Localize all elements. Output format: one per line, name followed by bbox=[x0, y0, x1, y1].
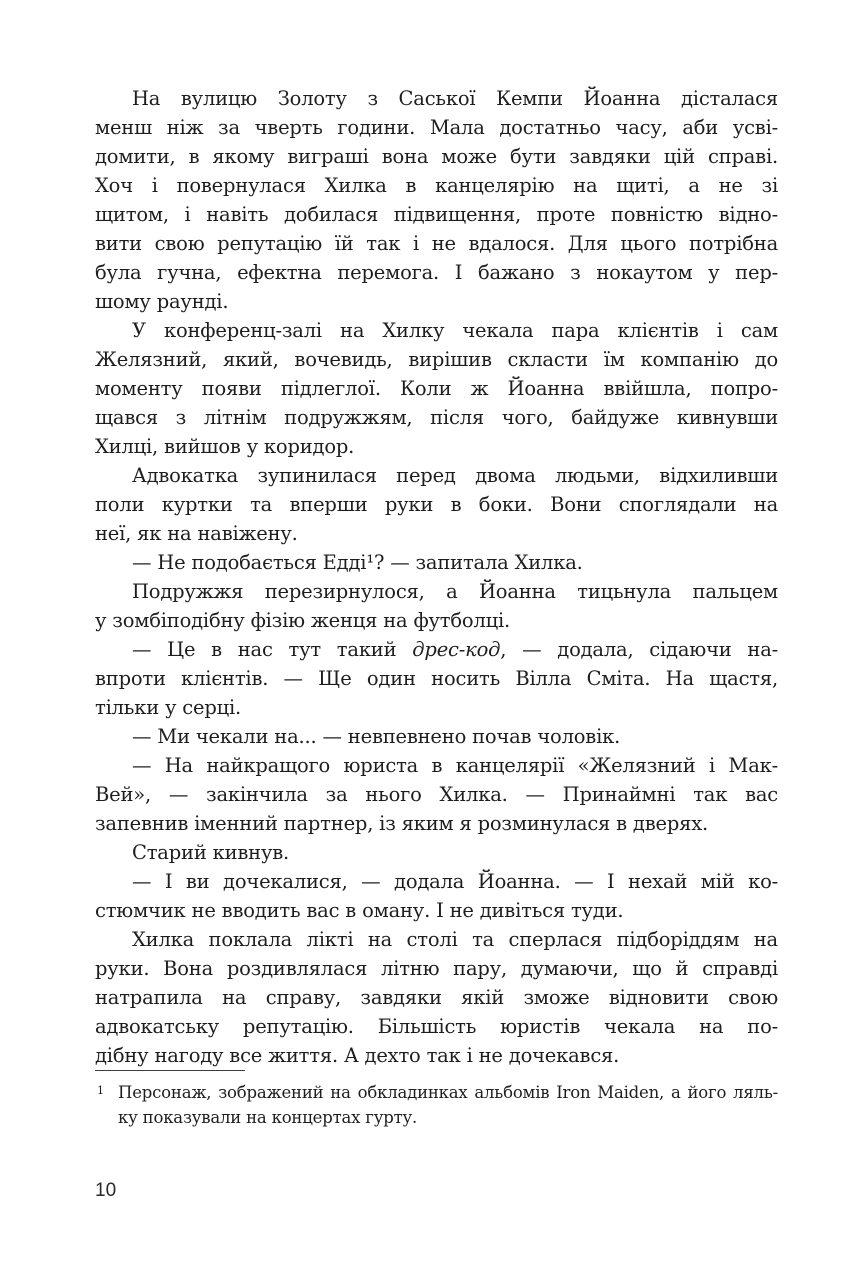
text-segment: адвокатську репутацію. Більшість юристів чекала на по- bbox=[95, 1015, 778, 1038]
page-number: 10 bbox=[95, 1180, 117, 1201]
text-line bbox=[95, 200, 778, 229]
footnote-marker: 1 bbox=[97, 1084, 104, 1097]
text-line bbox=[95, 838, 778, 867]
footnote-line bbox=[118, 1105, 778, 1130]
text-line bbox=[95, 954, 778, 983]
text-line bbox=[95, 925, 778, 954]
text-line bbox=[95, 229, 778, 258]
footnote-line bbox=[118, 1080, 778, 1105]
text-line bbox=[95, 867, 778, 896]
text-line bbox=[95, 983, 778, 1012]
text-line bbox=[95, 635, 778, 664]
text-line bbox=[95, 722, 778, 751]
text-segment: поли куртки та вперши руки в боки. Вони споглядали на bbox=[95, 493, 778, 516]
text-segment: Хилка поклала лікті на столі та сперлася підборіддям на bbox=[132, 928, 778, 951]
text-segment: шому раунді. bbox=[95, 290, 229, 313]
text-line bbox=[95, 577, 778, 606]
text-line bbox=[95, 258, 778, 287]
text-line bbox=[95, 1012, 778, 1041]
text-segment: неї, як на навіжену. bbox=[95, 522, 298, 545]
footnote-text bbox=[95, 1080, 778, 1130]
text-segment: — Не подобається Едді¹? — запитала Хилка. bbox=[132, 551, 583, 574]
text-segment: — Це в нас тут такий bbox=[132, 638, 413, 661]
text-line bbox=[95, 316, 778, 345]
text-segment: Персонаж, зображений на обкладинках альбомів Iron Maiden, а його ляль- bbox=[118, 1083, 778, 1102]
text-line bbox=[95, 403, 778, 432]
text-segment: вити свою репутацію їй так і не вдалося. Для цього потрібна bbox=[95, 232, 778, 255]
footnote-separator bbox=[95, 1070, 245, 1071]
text-line bbox=[95, 461, 778, 490]
text-line bbox=[95, 1041, 778, 1070]
text-segment: ку показували на концертах гурту. bbox=[118, 1108, 418, 1127]
text-line bbox=[95, 606, 778, 635]
text-line bbox=[95, 142, 778, 171]
text-line bbox=[95, 693, 778, 722]
text-segment: — На найкращого юриста в канцелярії «Желязний і Мак- bbox=[132, 754, 778, 777]
text-line bbox=[95, 519, 778, 548]
text-line bbox=[95, 345, 778, 374]
text-segment: У конференц-залі на Хилку чекала пара клієнтів і сам bbox=[132, 319, 778, 342]
text-segment: щитом, і навіть добилася підвищення, проте повністю відно- bbox=[95, 203, 778, 226]
text-line bbox=[95, 780, 778, 809]
text-segment: Вей», — закінчила за нього Хилка. — Принаймні так вас bbox=[95, 783, 778, 806]
text-segment: — І ви дочекалися, — додала Йоанна. — І нехай мій ко- bbox=[132, 870, 778, 893]
text-segment: тільки у серці. bbox=[95, 696, 242, 719]
text-segment: впроти клієнтів. — Ще один носить Вілла Сміта. На щастя, bbox=[95, 667, 778, 690]
text-segment: стюмчик не вводить вас в оману. І не дивіться туди. bbox=[95, 899, 624, 922]
text-line bbox=[95, 490, 778, 519]
text-segment: Хилці, вийшов у коридор. bbox=[95, 435, 355, 458]
text-segment: руки. Вона роздивлялася літню пару, думаючи, що й справді bbox=[95, 957, 778, 980]
italic-text: дрес-код bbox=[412, 638, 501, 661]
text-segment: Адвокатка зупинилася перед двома людьми, відхиливши bbox=[132, 464, 778, 487]
footnote bbox=[95, 1070, 778, 1130]
text-line bbox=[95, 809, 778, 838]
text-segment: Старий кивнув. bbox=[132, 841, 290, 864]
text-segment: дібну нагоду все життя. А дехто так і не дочекався. bbox=[95, 1044, 620, 1067]
text-line bbox=[95, 171, 778, 200]
text-line bbox=[95, 664, 778, 693]
text-line bbox=[95, 84, 778, 113]
text-segment: , — додала, сідаючи на- bbox=[500, 638, 779, 661]
text-segment: На вулицю Золоту з Саської Кемпи Йоанна дісталася bbox=[132, 87, 778, 110]
body-text bbox=[95, 84, 778, 1070]
text-segment: запевнив іменний партнер, із яким я розминулася в дверях. bbox=[95, 812, 709, 835]
text-line bbox=[95, 113, 778, 142]
text-segment: — Ми чекали на... — невпевнено почав чоловік. bbox=[132, 725, 621, 748]
text-line bbox=[95, 432, 778, 461]
text-segment: щався з літнім подружжям, після чого, байдуже кивнувши bbox=[95, 406, 778, 429]
text-line bbox=[95, 287, 778, 316]
text-segment: була гучна, ефектна перемога. І бажано з нокаутом у пер- bbox=[95, 261, 778, 284]
text-line bbox=[95, 896, 778, 925]
text-line bbox=[95, 548, 778, 577]
text-segment: домити, в якому виграші вона може бути завдяки цій справі. bbox=[95, 145, 778, 168]
text-segment: моменту появи підлеглої. Коли ж Йоанна ввійшла, попро- bbox=[95, 377, 778, 400]
text-line bbox=[95, 751, 778, 780]
text-segment: натрапила на справу, завдяки якій зможе відновити свою bbox=[95, 986, 778, 1009]
text-segment: у зомбіподібну фізію женця на футболці. bbox=[95, 609, 511, 632]
text-segment: Хоч і повернулася Хилка в канцелярію на щиті, а не зі bbox=[95, 174, 778, 197]
text-segment: Подружжя перезирнулося, а Йоанна тицьнула пальцем bbox=[132, 580, 778, 603]
text-line bbox=[95, 374, 778, 403]
text-segment: менш ніж за чверть години. Мала достатньо часу, аби усві- bbox=[95, 116, 778, 139]
text-segment: Желязний, який, вочевидь, вирішив скласти їм компанію до bbox=[95, 348, 778, 371]
